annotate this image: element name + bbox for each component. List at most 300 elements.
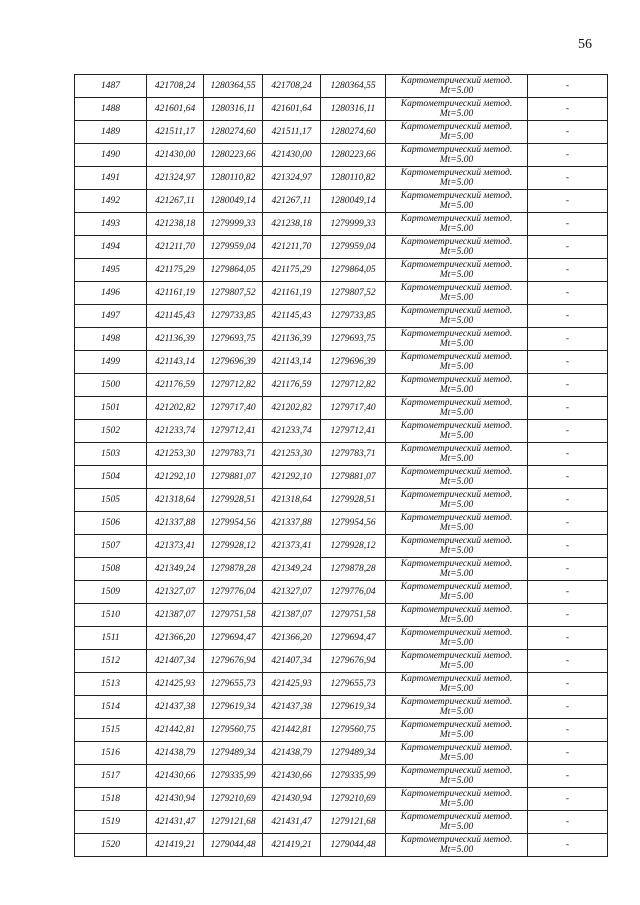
method-cell [386,213,528,236]
method-name: Картометрический метод. [400,352,513,362]
table-row [75,673,608,696]
method-precision: Mt=5.00 [439,86,474,96]
point-number: 1496 [75,282,147,305]
note-cell: - [528,305,608,328]
note-cell: - [528,374,608,397]
method-precision: Mt=5.00 [439,799,474,809]
x-coordinate-repeat: 421425,93 [263,673,321,696]
method-precision: Mt=5.00 [439,477,474,487]
x-coordinate-repeat: 421233,74 [263,420,321,443]
table-row [75,719,608,742]
method-precision: Mt=5.00 [439,201,474,211]
y-coordinate: 1279335,99 [204,765,263,788]
x-coordinate-repeat: 421337,88 [263,512,321,535]
note-cell: - [528,535,608,558]
table-row [75,190,608,213]
x-coordinate: 421238,18 [147,213,204,236]
table-row [75,144,608,167]
point-number: 1500 [75,374,147,397]
note-cell: - [528,834,608,857]
x-coordinate: 421366,20 [147,627,204,650]
x-coordinate-repeat: 421202,82 [263,397,321,420]
x-coordinate-repeat: 421327,07 [263,581,321,604]
y-coordinate-repeat: 1279928,51 [321,489,386,512]
table-row [75,305,608,328]
y-coordinate-repeat: 1280223,66 [321,144,386,167]
note-cell: - [528,811,608,834]
method-name: Картометрический метод. [400,605,513,615]
y-coordinate-repeat: 1279959,04 [321,236,386,259]
method-precision: Mt=5.00 [439,845,474,855]
method-name: Картометрический метод. [400,191,513,201]
method-name: Картометрический метод. [400,467,513,477]
point-number: 1495 [75,259,147,282]
method-name: Картометрический метод. [400,490,513,500]
note-cell: - [528,765,608,788]
method-name: Картометрический метод. [400,283,513,293]
y-coordinate-repeat: 1279694,47 [321,627,386,650]
note-cell: - [528,719,608,742]
table-row [75,834,608,857]
x-coordinate: 421438,79 [147,742,204,765]
x-coordinate: 421430,94 [147,788,204,811]
note-cell: - [528,489,608,512]
y-coordinate: 1279751,58 [204,604,263,627]
method-name: Картометрический метод. [400,306,513,316]
point-number: 1498 [75,328,147,351]
y-coordinate-repeat: 1280316,11 [321,98,386,121]
point-number: 1502 [75,420,147,443]
method-precision: Mt=5.00 [439,155,474,165]
y-coordinate: 1280364,55 [204,75,263,98]
y-coordinate: 1279807,52 [204,282,263,305]
note-cell: - [528,213,608,236]
point-number: 1508 [75,558,147,581]
method-cell [386,144,528,167]
method-precision: Mt=5.00 [439,132,474,142]
x-coordinate-repeat: 421238,18 [263,213,321,236]
y-coordinate: 1279655,73 [204,673,263,696]
y-coordinate: 1279783,71 [204,443,263,466]
method-name: Картометрический метод. [400,214,513,224]
method-name: Картометрический метод. [400,812,513,822]
y-coordinate: 1279693,75 [204,328,263,351]
method-name: Картометрический метод. [400,237,513,247]
table-row [75,581,608,604]
table-row [75,512,608,535]
x-coordinate: 421324,97 [147,167,204,190]
x-coordinate-repeat: 421431,47 [263,811,321,834]
point-number: 1493 [75,213,147,236]
method-precision: Mt=5.00 [439,707,474,717]
x-coordinate: 421442,81 [147,719,204,742]
method-cell [386,420,528,443]
note-cell: - [528,144,608,167]
method-cell [386,811,528,834]
method-name: Картометрический метод. [400,835,513,845]
x-coordinate-repeat: 421430,00 [263,144,321,167]
method-name: Картометрический метод. [400,628,513,638]
point-number: 1519 [75,811,147,834]
method-precision: Mt=5.00 [439,316,474,326]
note-cell: - [528,673,608,696]
method-name: Картометрический метод. [400,168,513,178]
table-row [75,167,608,190]
method-precision: Mt=5.00 [439,592,474,602]
x-coordinate-repeat: 421253,30 [263,443,321,466]
note-cell: - [528,443,608,466]
y-coordinate: 1279881,07 [204,466,263,489]
y-coordinate: 1279619,34 [204,696,263,719]
method-precision: Mt=5.00 [439,638,474,648]
point-number: 1506 [75,512,147,535]
method-precision: Mt=5.00 [439,431,474,441]
table-row [75,213,608,236]
x-coordinate: 421430,00 [147,144,204,167]
point-number: 1490 [75,144,147,167]
table-row [75,328,608,351]
method-cell [386,489,528,512]
x-coordinate-repeat: 421438,79 [263,742,321,765]
method-cell [386,374,528,397]
note-cell: - [528,742,608,765]
method-precision: Mt=5.00 [439,730,474,740]
x-coordinate: 421327,07 [147,581,204,604]
method-cell [386,282,528,305]
method-cell [386,604,528,627]
table-row [75,236,608,259]
x-coordinate: 421175,29 [147,259,204,282]
table-row [75,259,608,282]
method-name: Картометрический метод. [400,743,513,753]
point-number: 1488 [75,98,147,121]
x-coordinate: 421267,11 [147,190,204,213]
note-cell: - [528,282,608,305]
y-coordinate-repeat: 1279619,34 [321,696,386,719]
note-cell: - [528,627,608,650]
method-precision: Mt=5.00 [439,822,474,832]
y-coordinate: 1279999,33 [204,213,263,236]
note-cell: - [528,558,608,581]
method-name: Картометрический метод. [400,99,513,109]
table-row [75,627,608,650]
x-coordinate-repeat: 421708,24 [263,75,321,98]
method-precision: Mt=5.00 [439,776,474,786]
x-coordinate: 421419,21 [147,834,204,857]
method-precision: Mt=5.00 [439,109,474,119]
note-cell: - [528,328,608,351]
point-number: 1512 [75,650,147,673]
y-coordinate-repeat: 1279676,94 [321,650,386,673]
y-coordinate-repeat: 1279928,12 [321,535,386,558]
method-precision: Mt=5.00 [439,385,474,395]
note-cell: - [528,351,608,374]
y-coordinate-repeat: 1279489,34 [321,742,386,765]
table-row [75,742,608,765]
y-coordinate: 1279121,68 [204,811,263,834]
x-coordinate-repeat: 421437,38 [263,696,321,719]
method-cell [386,765,528,788]
y-coordinate-repeat: 1280049,14 [321,190,386,213]
note-cell: - [528,236,608,259]
page-number: 56 [578,37,592,52]
method-name: Картометрический метод. [400,536,513,546]
y-coordinate-repeat: 1279717,40 [321,397,386,420]
table-row [75,765,608,788]
x-coordinate: 421349,24 [147,558,204,581]
x-coordinate-repeat: 421318,64 [263,489,321,512]
method-name: Картометрический метод. [400,76,513,86]
y-coordinate: 1279712,41 [204,420,263,443]
method-precision: Mt=5.00 [439,753,474,763]
y-coordinate: 1279928,51 [204,489,263,512]
y-coordinate-repeat: 1279999,33 [321,213,386,236]
table-row [75,121,608,144]
y-coordinate: 1280049,14 [204,190,263,213]
y-coordinate-repeat: 1279807,52 [321,282,386,305]
point-number: 1507 [75,535,147,558]
note-cell: - [528,420,608,443]
x-coordinate: 421373,41 [147,535,204,558]
x-coordinate: 421202,82 [147,397,204,420]
y-coordinate-repeat: 1279696,39 [321,351,386,374]
x-coordinate-repeat: 421430,94 [263,788,321,811]
method-name: Картометрический метод. [400,674,513,684]
y-coordinate-repeat: 1279864,05 [321,259,386,282]
table-row [75,650,608,673]
method-name: Картометрический метод. [400,513,513,523]
note-cell: - [528,581,608,604]
method-precision: Mt=5.00 [439,408,474,418]
x-coordinate: 421430,66 [147,765,204,788]
method-precision: Mt=5.00 [439,270,474,280]
method-precision: Mt=5.00 [439,293,474,303]
y-coordinate: 1279733,85 [204,305,263,328]
x-coordinate-repeat: 421511,17 [263,121,321,144]
method-name: Картометрический метод. [400,398,513,408]
y-coordinate-repeat: 1279783,71 [321,443,386,466]
x-coordinate: 421176,59 [147,374,204,397]
x-coordinate-repeat: 421292,10 [263,466,321,489]
point-number: 1513 [75,673,147,696]
method-cell [386,259,528,282]
method-cell [386,305,528,328]
table-row [75,374,608,397]
point-number: 1491 [75,167,147,190]
note-cell: - [528,650,608,673]
point-number: 1515 [75,719,147,742]
x-coordinate: 421145,43 [147,305,204,328]
note-cell: - [528,98,608,121]
x-coordinate: 421136,39 [147,328,204,351]
method-cell [386,719,528,742]
method-precision: Mt=5.00 [439,569,474,579]
y-coordinate-repeat: 1279733,85 [321,305,386,328]
method-name: Картометрический метод. [400,260,513,270]
point-number: 1494 [75,236,147,259]
method-name: Картометрический метод. [400,789,513,799]
table-row [75,604,608,627]
y-coordinate-repeat: 1279560,75 [321,719,386,742]
point-number: 1511 [75,627,147,650]
y-coordinate: 1279694,47 [204,627,263,650]
x-coordinate: 421601,64 [147,98,204,121]
y-coordinate-repeat: 1280274,60 [321,121,386,144]
method-cell [386,512,528,535]
y-coordinate: 1279717,40 [204,397,263,420]
method-cell [386,190,528,213]
method-name: Картометрический метод. [400,582,513,592]
point-number: 1499 [75,351,147,374]
method-name: Картометрический метод. [400,145,513,155]
y-coordinate: 1279712,82 [204,374,263,397]
method-cell [386,742,528,765]
x-coordinate-repeat: 421387,07 [263,604,321,627]
x-coordinate-repeat: 421145,43 [263,305,321,328]
x-coordinate: 421437,38 [147,696,204,719]
method-precision: Mt=5.00 [439,684,474,694]
y-coordinate: 1279696,39 [204,351,263,374]
method-cell [386,397,528,420]
table-row [75,788,608,811]
y-coordinate: 1279560,75 [204,719,263,742]
x-coordinate: 421253,30 [147,443,204,466]
method-cell [386,581,528,604]
y-coordinate: 1280316,11 [204,98,263,121]
y-coordinate: 1280223,66 [204,144,263,167]
point-number: 1505 [75,489,147,512]
table-row [75,443,608,466]
method-cell [386,351,528,374]
point-number: 1504 [75,466,147,489]
x-coordinate-repeat: 421373,41 [263,535,321,558]
y-coordinate: 1279676,94 [204,650,263,673]
y-coordinate: 1279044,48 [204,834,263,857]
x-coordinate: 421161,19 [147,282,204,305]
y-coordinate: 1279959,04 [204,236,263,259]
x-coordinate: 421425,93 [147,673,204,696]
method-name: Картометрический метод. [400,375,513,385]
table-row [75,696,608,719]
x-coordinate: 421431,47 [147,811,204,834]
y-coordinate-repeat: 1280364,55 [321,75,386,98]
x-coordinate-repeat: 421267,11 [263,190,321,213]
method-name: Картометрический метод. [400,444,513,454]
y-coordinate-repeat: 1279954,56 [321,512,386,535]
point-number: 1501 [75,397,147,420]
x-coordinate-repeat: 421161,19 [263,282,321,305]
x-coordinate-repeat: 421366,20 [263,627,321,650]
point-number: 1510 [75,604,147,627]
method-cell [386,75,528,98]
y-coordinate-repeat: 1279751,58 [321,604,386,627]
method-cell [386,466,528,489]
method-cell [386,834,528,857]
note-cell: - [528,466,608,489]
method-cell [386,328,528,351]
method-cell [386,627,528,650]
table-row [75,558,608,581]
method-cell [386,236,528,259]
table-row [75,535,608,558]
y-coordinate-repeat: 1279712,41 [321,420,386,443]
table-row [75,98,608,121]
method-precision: Mt=5.00 [439,224,474,234]
point-number: 1514 [75,696,147,719]
x-coordinate-repeat: 421143,14 [263,351,321,374]
method-precision: Mt=5.00 [439,454,474,464]
y-coordinate-repeat: 1279693,75 [321,328,386,351]
note-cell: - [528,788,608,811]
y-coordinate: 1279864,05 [204,259,263,282]
method-cell [386,558,528,581]
x-coordinate-repeat: 421419,21 [263,834,321,857]
note-cell: - [528,121,608,144]
method-precision: Mt=5.00 [439,178,474,188]
method-name: Картометрический метод. [400,766,513,776]
x-coordinate: 421143,14 [147,351,204,374]
note-cell: - [528,604,608,627]
y-coordinate-repeat: 1279210,69 [321,788,386,811]
point-number: 1487 [75,75,147,98]
table-row [75,811,608,834]
x-coordinate-repeat: 421430,66 [263,765,321,788]
x-coordinate: 421407,34 [147,650,204,673]
x-coordinate-repeat: 421601,64 [263,98,321,121]
note-cell: - [528,190,608,213]
method-cell [386,535,528,558]
y-coordinate-repeat: 1279776,04 [321,581,386,604]
note-cell: - [528,259,608,282]
method-name: Картометрический метод. [400,421,513,431]
method-cell [386,673,528,696]
x-coordinate-repeat: 421136,39 [263,328,321,351]
point-number: 1497 [75,305,147,328]
method-cell [386,788,528,811]
method-precision: Mt=5.00 [439,661,474,671]
x-coordinate-repeat: 421175,29 [263,259,321,282]
point-number: 1520 [75,834,147,857]
method-cell [386,98,528,121]
x-coordinate: 421211,70 [147,236,204,259]
table-row [75,466,608,489]
method-precision: Mt=5.00 [439,500,474,510]
y-coordinate: 1279776,04 [204,581,263,604]
y-coordinate-repeat: 1279335,99 [321,765,386,788]
table-row [75,420,608,443]
method-precision: Mt=5.00 [439,339,474,349]
point-number: 1518 [75,788,147,811]
coordinates-table-body [75,75,608,857]
y-coordinate-repeat: 1279712,82 [321,374,386,397]
y-coordinate-repeat: 1279044,48 [321,834,386,857]
x-coordinate: 421337,88 [147,512,204,535]
y-coordinate: 1280110,82 [204,167,263,190]
y-coordinate: 1279928,12 [204,535,263,558]
x-coordinate-repeat: 421211,70 [263,236,321,259]
point-number: 1503 [75,443,147,466]
x-coordinate-repeat: 421442,81 [263,719,321,742]
y-coordinate-repeat: 1279655,73 [321,673,386,696]
y-coordinate: 1279489,34 [204,742,263,765]
note-cell: - [528,696,608,719]
y-coordinate: 1280274,60 [204,121,263,144]
x-coordinate: 421708,24 [147,75,204,98]
y-coordinate: 1279954,56 [204,512,263,535]
method-precision: Mt=5.00 [439,247,474,257]
x-coordinate-repeat: 421324,97 [263,167,321,190]
coordinates-table [74,74,608,857]
